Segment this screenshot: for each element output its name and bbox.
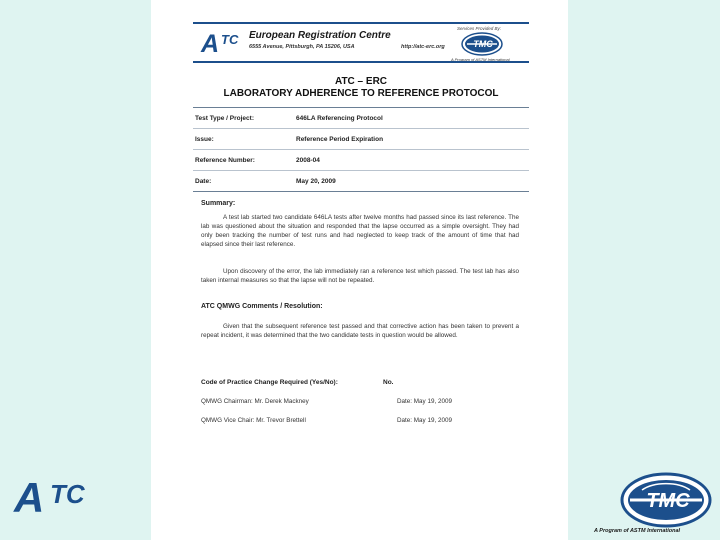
qmwg-paragraph: Given that the subsequent reference test passed and that corrective action has been taken to prevent a repeat incident, it was determined that the two candidate tests in question would be allowed. [201,323,519,339]
info-value: Reference Period Expiration [296,136,384,143]
signature-chairman-date: Date: May 19, 2009 [397,398,452,405]
org-address: 6555 Avenue, Pittsburgh, PA 15206, USA [249,44,355,50]
info-table [193,107,529,192]
signature-vice-chair: QMWG Vice Chair: Mr. Trevor Brettell [201,417,306,424]
code-change-label: Code of Practice Change Required (Yes/No): [201,379,338,386]
org-name: European Registration Centre [249,30,391,41]
summary-heading: Summary: [201,200,236,207]
tmc-logo-large [620,472,712,528]
tmc-footer-caption: A Program of ASTM International [594,528,681,534]
tmc-small-caption: A Program of ASTM International [451,57,510,62]
info-row-issue [193,129,529,150]
info-value: 646LA Referencing Protocol [296,115,383,122]
tmc-logo-small [461,32,503,56]
info-label: Test Type / Project: [195,115,254,122]
signature-vice-chair-date: Date: May 19, 2009 [397,417,452,424]
qmwg-heading: ATC QMWG Comments / Resolution: [201,303,323,310]
atc-logo-letter-a: A [201,30,219,58]
code-change-answer: No. [383,379,394,386]
document-page [151,0,568,540]
info-label: Reference Number: [195,157,255,164]
info-label: Date: [195,178,212,185]
summary-paragraph-1: A test lab started two candidate 646LA tests after twelve months had passed since its last reference. The lab was questioned about the situation and responded that the lapse occurred as a simple oversight. They had only been tracking the number of test runs and had neglected to keep track of the amount of time that had elapsed since their last reference. [201,214,519,248]
info-row-reference-number [193,150,529,171]
info-row-date [193,171,529,191]
org-url[interactable]: http://atc-erc.org [401,44,445,50]
services-provided-text: Services Provided By: [457,26,502,31]
tmc-logo-large-text: TMC [646,490,690,512]
doc-title-line2: LABORATORY ADHERENCE TO REFERENCE PROTOCOL [223,88,499,99]
info-value: 2008-04 [296,157,320,164]
tmc-logo-small-text: TMC [473,39,493,49]
atc-footer-letter-a: A [14,474,43,521]
header-bottom-rule [193,61,529,63]
info-row-test-type [193,108,529,129]
signature-chairman: QMWG Chairman: Mr. Derek Mackney [201,398,309,405]
header-top-rule [193,22,529,24]
atc-logo-letters-tc: TC [221,32,239,47]
doc-title-line1: ATC – ERC [334,76,388,87]
info-label: Issue: [195,136,214,143]
atc-footer-letters-tc: TC [50,479,85,509]
info-value: May 20, 2009 [296,178,336,185]
summary-paragraph-2: Upon discovery of the error, the lab immediately ran a reference test which passed. The test lab has also taken internal measures so that the lapse will not be repeated. [201,268,519,284]
